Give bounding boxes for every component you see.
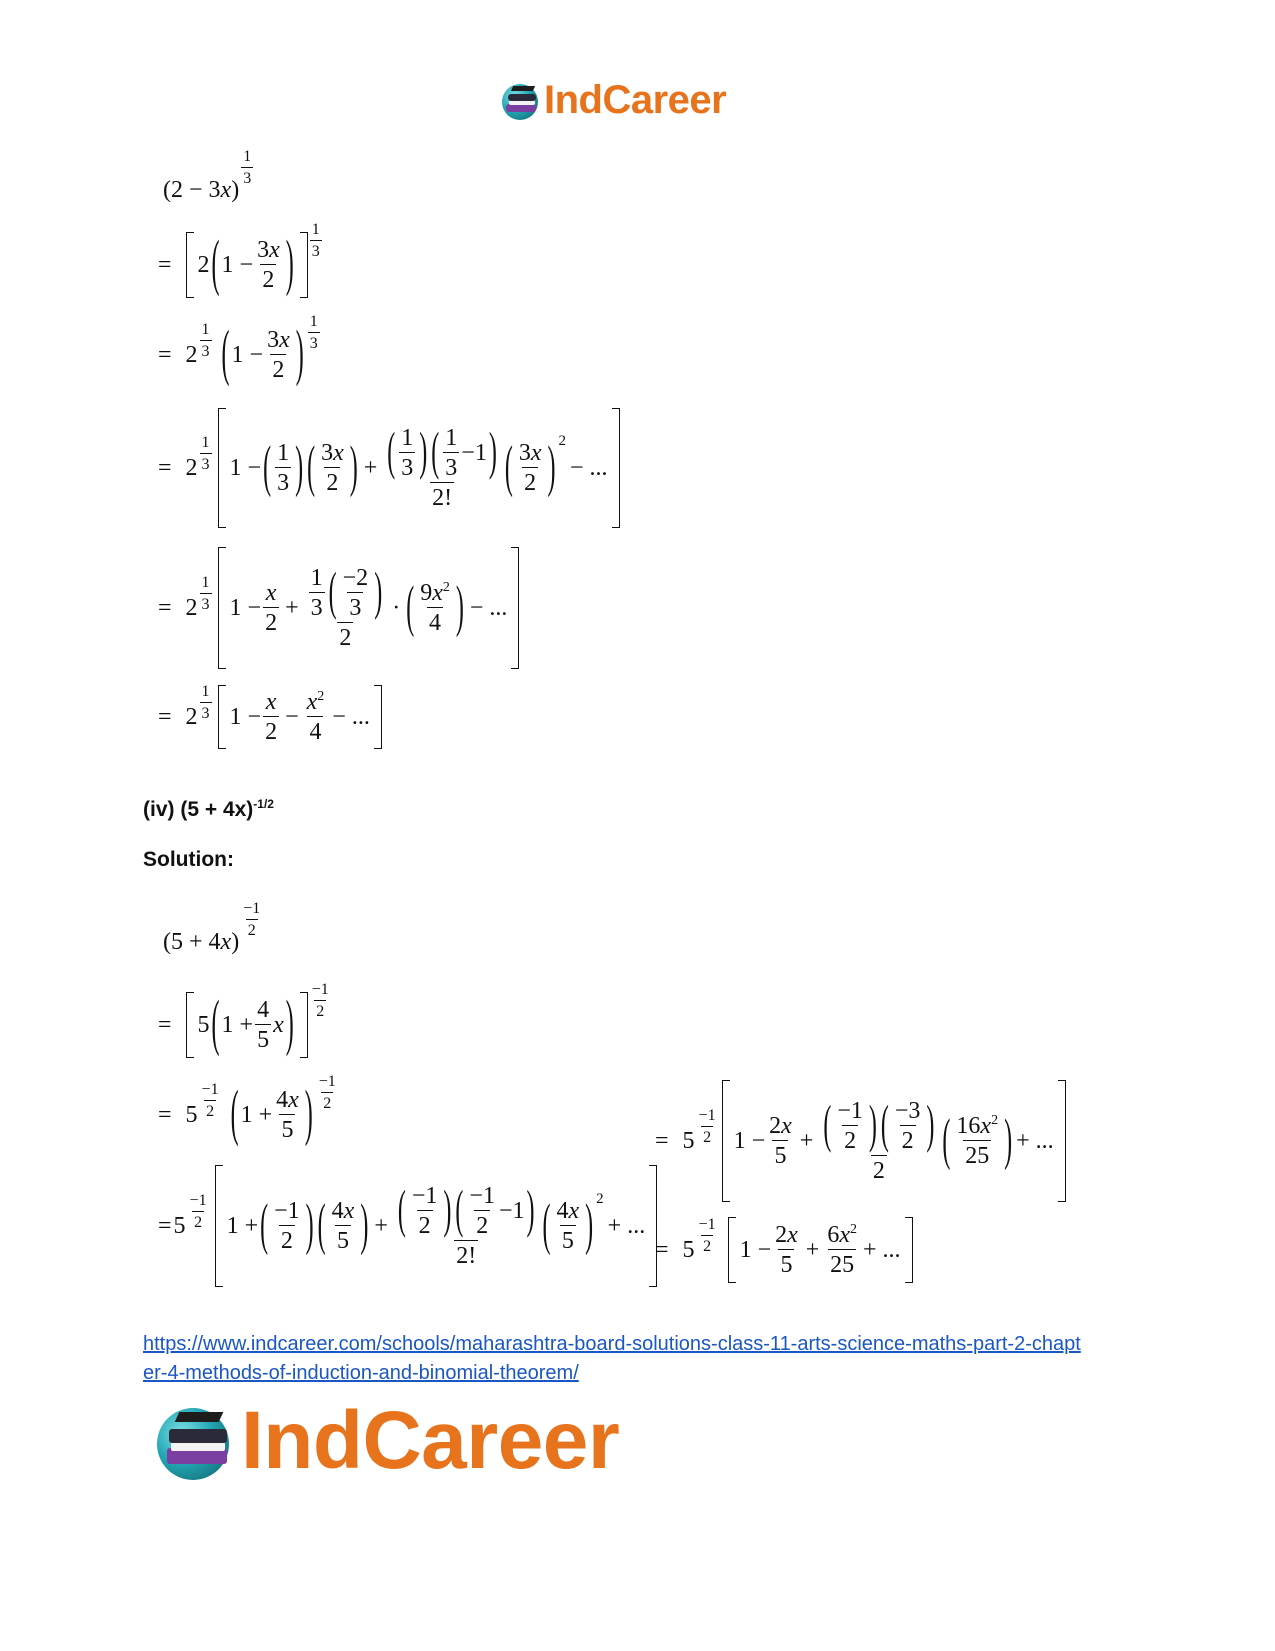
part4-line-2: = 5 ( 1 + $\frac{4}{5}$ x ) $\frac{-1}{2}$	[158, 981, 329, 1059]
footer-source-link[interactable]: https://www.indcareer.com/schools/maharashtra-board-solutions-class-11-arts-science-maths-part-2-chapter-4-methods-of-induction-and-binomial-theorem/	[143, 1333, 1081, 1384]
solution-label: Solution:	[143, 848, 234, 871]
question-iv	[143, 797, 274, 822]
part3-line-2: = 2 ( 1 − $\frac{3x}{2}$ ) $\frac{1}{3}$	[158, 221, 320, 299]
question-label: (iv) (5 + 4x)	[143, 798, 254, 821]
header-logo	[500, 80, 726, 120]
footer-brand-text: IndCareer	[241, 1395, 620, 1486]
part4-line-6: = 5 $\frac{-1}{2}$ 1 − $\frac{2x}{5}$ + $\frac{6x^2}{25}$ + ...	[655, 1215, 913, 1285]
part4-line-5: = 5 $\frac{-1}{2}$ 1 − $\frac{2x}{5}$ + ( $\frac{-1}{2}$ ) ( $\frac{-3}{2}$ ) 2 ( $\frac{16x^2}{25}$ ) + ...	[655, 1078, 1066, 1203]
header-brand-text: IndCareer	[544, 78, 727, 122]
part4-line-3: = 5 $\frac{-1}{2}$ ( 1 + $\frac{4x}{5}$ ) $\frac{-1}{2}$	[158, 1073, 336, 1149]
part3-line-1: (2 − 3x) $\frac{1}{3}$	[163, 148, 252, 203]
footer-logo	[155, 1395, 620, 1486]
part4-line-4: = 5 $\frac{-1}{2}$ 1 + ( $\frac{-1}{2}$ ) ( $\frac{4x}{5}$ ) + ( $\frac{-1}{2}$ ) ( $\frac{-1}{2}$ −1 ) 2! ( $\frac{4x}{5}$ ) 2 + ...	[158, 1163, 657, 1288]
question-exponent: -1/2	[253, 797, 274, 811]
part3-line-6: = 2 $\frac{1}{3}$ 1 − $\frac{x}{2}$ − $\frac{x^2}{4}$ − ...	[158, 683, 382, 751]
logo-emblem-icon	[155, 1402, 237, 1480]
part3-line-4: = 2 $\frac{1}{3}$ 1 − ( $\frac{1}{3}$ ) ( $\frac{3x}{2}$ ) + ( $\frac{1}{3}$ ) ( $\frac{1}{3}$ −1 ) 2! ( $\frac{3x}{2}$ ) 2 − ...	[158, 405, 620, 530]
part3-line-3: = 2 $\frac{1}{3}$ ( 1 − $\frac{3x}{2}$ ) $\frac{1}{3}$	[158, 313, 318, 389]
part3-line-5: = 2 $\frac{1}{3}$ 1 − $\frac{x}{2}$ + $\frac{1}{3}$ ( $\frac{-2}{3}$ ) 2 · ( $\frac{9x^2}{4}$ ) − ...	[158, 545, 519, 670]
logo-emblem-icon	[500, 80, 542, 120]
part4-line-1: (5 + 4x) $\frac{-1}{2}$	[163, 900, 261, 955]
